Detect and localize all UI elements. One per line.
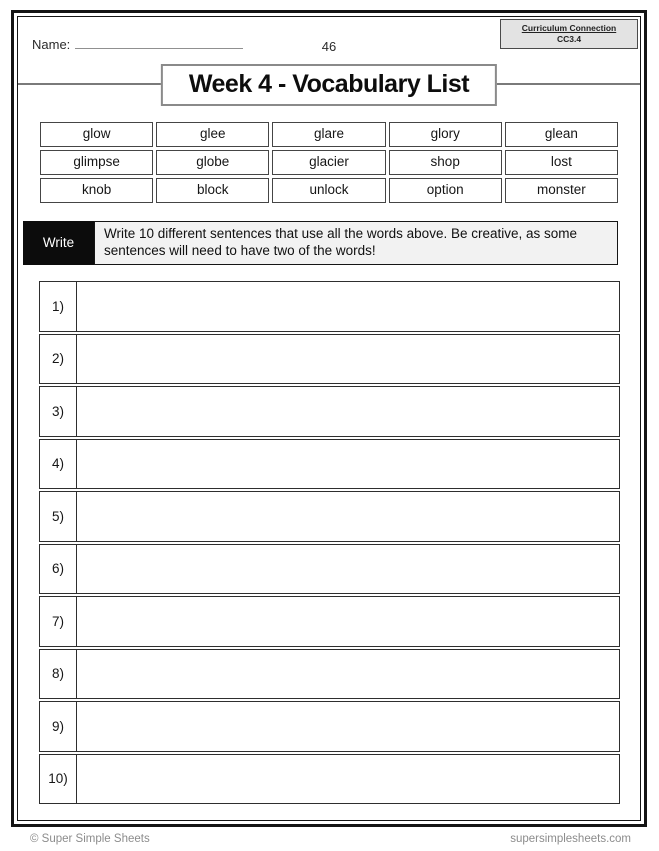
vocab-word: glory <box>389 122 502 147</box>
sentence-number: 10) <box>40 755 77 804</box>
vocab-word: glee <box>156 122 269 147</box>
worksheet-page <box>11 10 647 827</box>
sentence-row <box>39 334 620 385</box>
vocab-word: glare <box>272 122 385 147</box>
sentence-writing-area <box>77 387 619 436</box>
vocab-word: monster <box>505 178 618 203</box>
curriculum-connection-box <box>500 19 638 49</box>
sentence-number: 7) <box>40 597 77 646</box>
vocab-word: glow <box>40 122 153 147</box>
vocabulary-table <box>40 122 618 203</box>
vocab-word: glacier <box>272 150 385 175</box>
vocab-word: lost <box>505 150 618 175</box>
sentence-number: 1) <box>40 282 77 331</box>
sentence-table <box>39 281 620 804</box>
sentence-writing-area <box>77 545 619 594</box>
page-title: Week 4 - Vocabulary List <box>161 64 497 106</box>
sentence-row <box>39 701 620 752</box>
vocab-word: shop <box>389 150 502 175</box>
sentence-writing-area <box>77 702 619 751</box>
title-section <box>18 64 640 104</box>
sentence-number: 3) <box>40 387 77 436</box>
vocab-word: glimpse <box>40 150 153 175</box>
sentence-number: 6) <box>40 545 77 594</box>
page-number: 46 <box>321 39 337 54</box>
sentence-number: 8) <box>40 650 77 699</box>
vocab-word: glean <box>505 122 618 147</box>
sentence-writing-area <box>77 597 619 646</box>
sentence-row <box>39 754 620 805</box>
footer-website: supersimplesheets.com <box>510 833 631 845</box>
curriculum-title: Curriculum Connection <box>521 23 617 33</box>
sentence-number: 5) <box>40 492 77 541</box>
sentence-writing-area <box>77 755 619 804</box>
vocab-word: knob <box>40 178 153 203</box>
write-label: Write <box>23 221 94 265</box>
sentence-row <box>39 649 620 700</box>
sentence-writing-area <box>77 335 619 384</box>
sentence-number: 4) <box>40 440 77 489</box>
vocab-word: unlock <box>272 178 385 203</box>
vocab-word: block <box>156 178 269 203</box>
sentence-number: 2) <box>40 335 77 384</box>
sentence-number: 9) <box>40 702 77 751</box>
sentence-row <box>39 596 620 647</box>
sentence-row <box>39 281 620 332</box>
sentence-row <box>39 491 620 542</box>
sentence-row <box>39 439 620 490</box>
vocab-word: globe <box>156 150 269 175</box>
footer-copyright: © Super Simple Sheets <box>30 833 150 845</box>
sentence-row <box>39 544 620 595</box>
vocab-word: option <box>389 178 502 203</box>
sentence-row <box>39 386 620 437</box>
curriculum-code: CC3.4 <box>556 34 582 44</box>
sentence-writing-area <box>77 440 619 489</box>
page-inner-border <box>17 16 641 821</box>
sentence-writing-area <box>77 650 619 699</box>
sentence-writing-area <box>77 282 619 331</box>
sentence-writing-area <box>77 492 619 541</box>
page-footer <box>30 833 631 845</box>
instruction-text: Write 10 different sentences that use all the words above. Be creative, as some sentences will need to have two of the words! <box>94 221 618 265</box>
instruction-row <box>23 221 618 265</box>
name-label: Name: <box>32 37 71 52</box>
